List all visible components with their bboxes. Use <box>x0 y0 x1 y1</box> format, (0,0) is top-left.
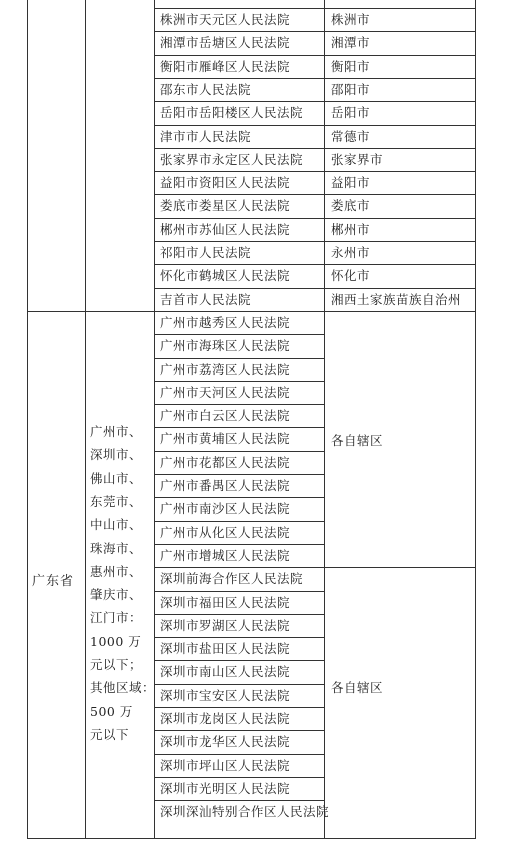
threshold-text-line: 广州市、 <box>90 424 143 439</box>
court-name-cell: 深圳市坪山区人民法院 <box>160 757 291 773</box>
court-name-cell: 广州市从化区人民法院 <box>160 524 291 540</box>
area-cell: 湘潭市 <box>331 35 371 51</box>
court-name-cell: 郴州市苏仙区人民法院 <box>160 221 291 237</box>
area-cell: 邵阳市 <box>331 81 371 97</box>
area-cell: 怀化市 <box>331 268 371 284</box>
threshold-text-line: 珠海市、 <box>90 540 143 556</box>
column-border-0 <box>27 0 28 838</box>
column-border-2 <box>154 0 155 838</box>
threshold-text-line: 深圳市、 <box>90 447 143 463</box>
court-name-cell: 吉首市人民法院 <box>160 291 252 307</box>
court-name-cell: 益阳市资阳区人民法院 <box>160 175 291 191</box>
court-name-cell: 广州市增城区人民法院 <box>160 547 291 563</box>
court-name-cell: 津市市人民法院 <box>160 128 252 144</box>
court-name-cell: 岳阳市岳阳楼区人民法院 <box>160 105 304 121</box>
court-name-cell: 深圳前海合作区人民法院 <box>160 571 304 587</box>
threshold-text-line: 江门市： <box>90 610 143 626</box>
court-name-cell: 深圳市福田区人民法院 <box>160 594 291 610</box>
province-cell: 广东省 <box>32 574 75 589</box>
court-name-cell: 广州市天河区人民法院 <box>160 384 291 400</box>
court-name-cell: 深圳市盐田区人民法院 <box>160 641 291 657</box>
area-cell: 岳阳市 <box>331 105 371 121</box>
area-cell: 永州市 <box>331 245 371 260</box>
area-cell: 常德市 <box>331 128 371 144</box>
court-name-cell: 广州市花都区人民法院 <box>160 454 291 470</box>
column-border-1 <box>85 0 86 838</box>
area-cell: 娄底市 <box>331 198 371 214</box>
column-border-4 <box>475 0 476 838</box>
area-cell: 株洲市 <box>331 12 371 27</box>
threshold-text-line: 东莞市、 <box>90 493 143 509</box>
court-name-cell: 深圳市龙岗区人民法院 <box>160 711 291 726</box>
court-name-cell: 广州市南沙区人民法院 <box>160 501 291 517</box>
threshold-text-line: 佛山市、 <box>90 470 143 486</box>
area-cell: 衡阳市 <box>331 58 371 74</box>
court-name-cell: 怀化市鹤城区人民法院 <box>160 268 291 284</box>
court-name-cell: 衡阳市雁峰区人民法院 <box>160 58 291 74</box>
court-name-cell: 深圳市南山区人民法院 <box>160 664 291 680</box>
area-cell: 各自辖区 <box>331 433 384 449</box>
court-name-cell: 深圳市罗湖区人民法院 <box>160 617 291 633</box>
court-name-cell: 深圳市宝安区人民法院 <box>160 687 291 703</box>
court-name-cell: 深圳深汕特别合作区人民法院 <box>160 804 330 820</box>
area-cell: 益阳市 <box>331 175 371 191</box>
court-name-cell: 株洲市天元区人民法院 <box>160 12 291 27</box>
area-cell: 各自辖区 <box>331 679 384 695</box>
area-cell: 郴州市 <box>331 221 371 237</box>
threshold-text-line: 1000 万 <box>90 633 142 649</box>
threshold-text-line: 元以下 <box>90 726 130 742</box>
area-cell: 张家界市 <box>331 151 384 167</box>
threshold-text-line: 元以下； <box>90 657 143 672</box>
threshold-text-line: 惠州市、 <box>90 563 143 579</box>
threshold-text-line: 500 万 <box>90 703 133 719</box>
court-name-cell: 邵东市人民法院 <box>160 81 252 97</box>
court-name-cell: 娄底市娄星区人民法院 <box>160 198 291 214</box>
court-name-cell: 广州市白云区人民法院 <box>160 408 291 424</box>
table-bottom-border <box>27 838 476 839</box>
threshold-text-line: 肇庆市、 <box>90 587 143 603</box>
court-name-cell: 张家界市永定区人民法院 <box>160 151 304 167</box>
threshold-text-line: 中山市、 <box>90 517 143 533</box>
court-name-cell: 广州市海珠区人民法院 <box>160 338 291 354</box>
court-name-cell: 祁阳市人民法院 <box>160 245 252 260</box>
court-name-cell: 广州市黄埔区人民法院 <box>160 431 291 447</box>
court-name-cell: 湘潭市岳塘区人民法院 <box>160 35 291 51</box>
court-name-cell: 广州市番禺区人民法院 <box>160 478 291 493</box>
court-name-cell: 广州市越秀区人民法院 <box>160 314 291 330</box>
column-border-3 <box>324 0 325 838</box>
court-name-cell: 深圳市光明区人民法院 <box>160 780 291 796</box>
court-name-cell: 深圳市龙华区人民法院 <box>160 734 291 750</box>
area-cell: 湘西土家族苗族自治州 <box>331 291 462 307</box>
court-name-cell: 广州市荔湾区人民法院 <box>160 361 291 377</box>
threshold-text-line: 其他区域： <box>90 680 156 696</box>
